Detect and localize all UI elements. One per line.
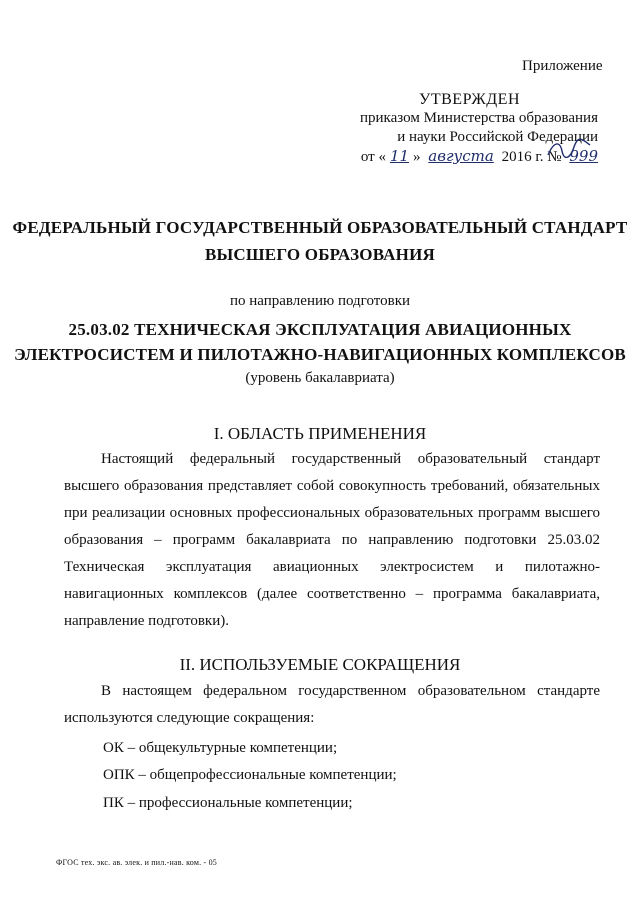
order-line-1: приказом Министерства образования: [360, 110, 598, 126]
date-day: 11: [389, 147, 410, 165]
direction-code-line1: 25.03.02 ТЕХНИЧЕСКАЯ ЭКСПЛУАТАЦИЯ АВИАЦИОННЫХ: [68, 320, 572, 339]
abbreviation-item: ОПК – общепрофессиональные компетенции;: [103, 767, 397, 783]
appendix-label: Приложение: [522, 58, 603, 74]
direction-code-line2: ЭЛЕКТРОСИСТЕМ И ПИЛОТАЖНО-НАВИГАЦИОННЫХ КОМПЛЕКСОВ: [14, 345, 626, 364]
handwriting-flourish-icon: [546, 137, 592, 161]
page-footer: ФГОС тех. экс. ав. элек. и пил.-нав. ком. - 05: [56, 858, 217, 867]
document-title-line1: ФЕДЕРАЛЬНЫЙ ГОСУДАРСТВЕННЫЙ ОБРАЗОВАТЕЛЬНЫЙ СТАНДАРТ: [12, 218, 628, 237]
section-abbreviations-intro: В настоящем федеральном государственном образовательном стандарте используются следующие сокращения:: [64, 683, 600, 726]
abbreviation-item: ОК – общекультурные компетенции;: [103, 740, 338, 756]
section-heading-abbreviations: II. ИСПОЛЬЗУЕМЫЕ СОКРАЩЕНИЯ: [179, 655, 461, 674]
date-mid: »: [413, 149, 421, 165]
order-date-line: [0, 147, 598, 167]
direction-label: по направлению подготовки: [229, 293, 411, 309]
document-title-line2: ВЫСШЕГО ОБРАЗОВАНИЯ: [205, 245, 435, 264]
date-month: августа: [428, 147, 494, 165]
approved-label: УТВЕРЖДЕН: [419, 91, 520, 108]
abbreviation-item: ПК – профессиональные компетенции;: [103, 795, 353, 811]
section-scope-paragraph: Настоящий федеральный государственный образовательный стандарт высшего образования представляет собой совокупность требований, обязательных при реализации основных профессиональных образовательных программ высшего образования – программ бакалавриата по направлению подготовки 25.03.02 Техническая эксплуатация авиационных электросистем и пилотажно-навигационных комплексов (далее соответственно – программа бакалавриата, направление подготовки).: [64, 451, 600, 629]
order-number: 999: [569, 147, 598, 165]
section-heading-scope: I. ОБЛАСТЬ ПРИМЕНЕНИЯ: [213, 424, 427, 443]
date-year: 2016 г. №: [501, 149, 562, 165]
order-line-2: и науки Российской Федерации: [397, 129, 598, 145]
approval-block: [0, 90, 598, 167]
education-level: (уровень бакалавриата): [245, 370, 395, 386]
date-prefix: от «: [360, 149, 386, 165]
